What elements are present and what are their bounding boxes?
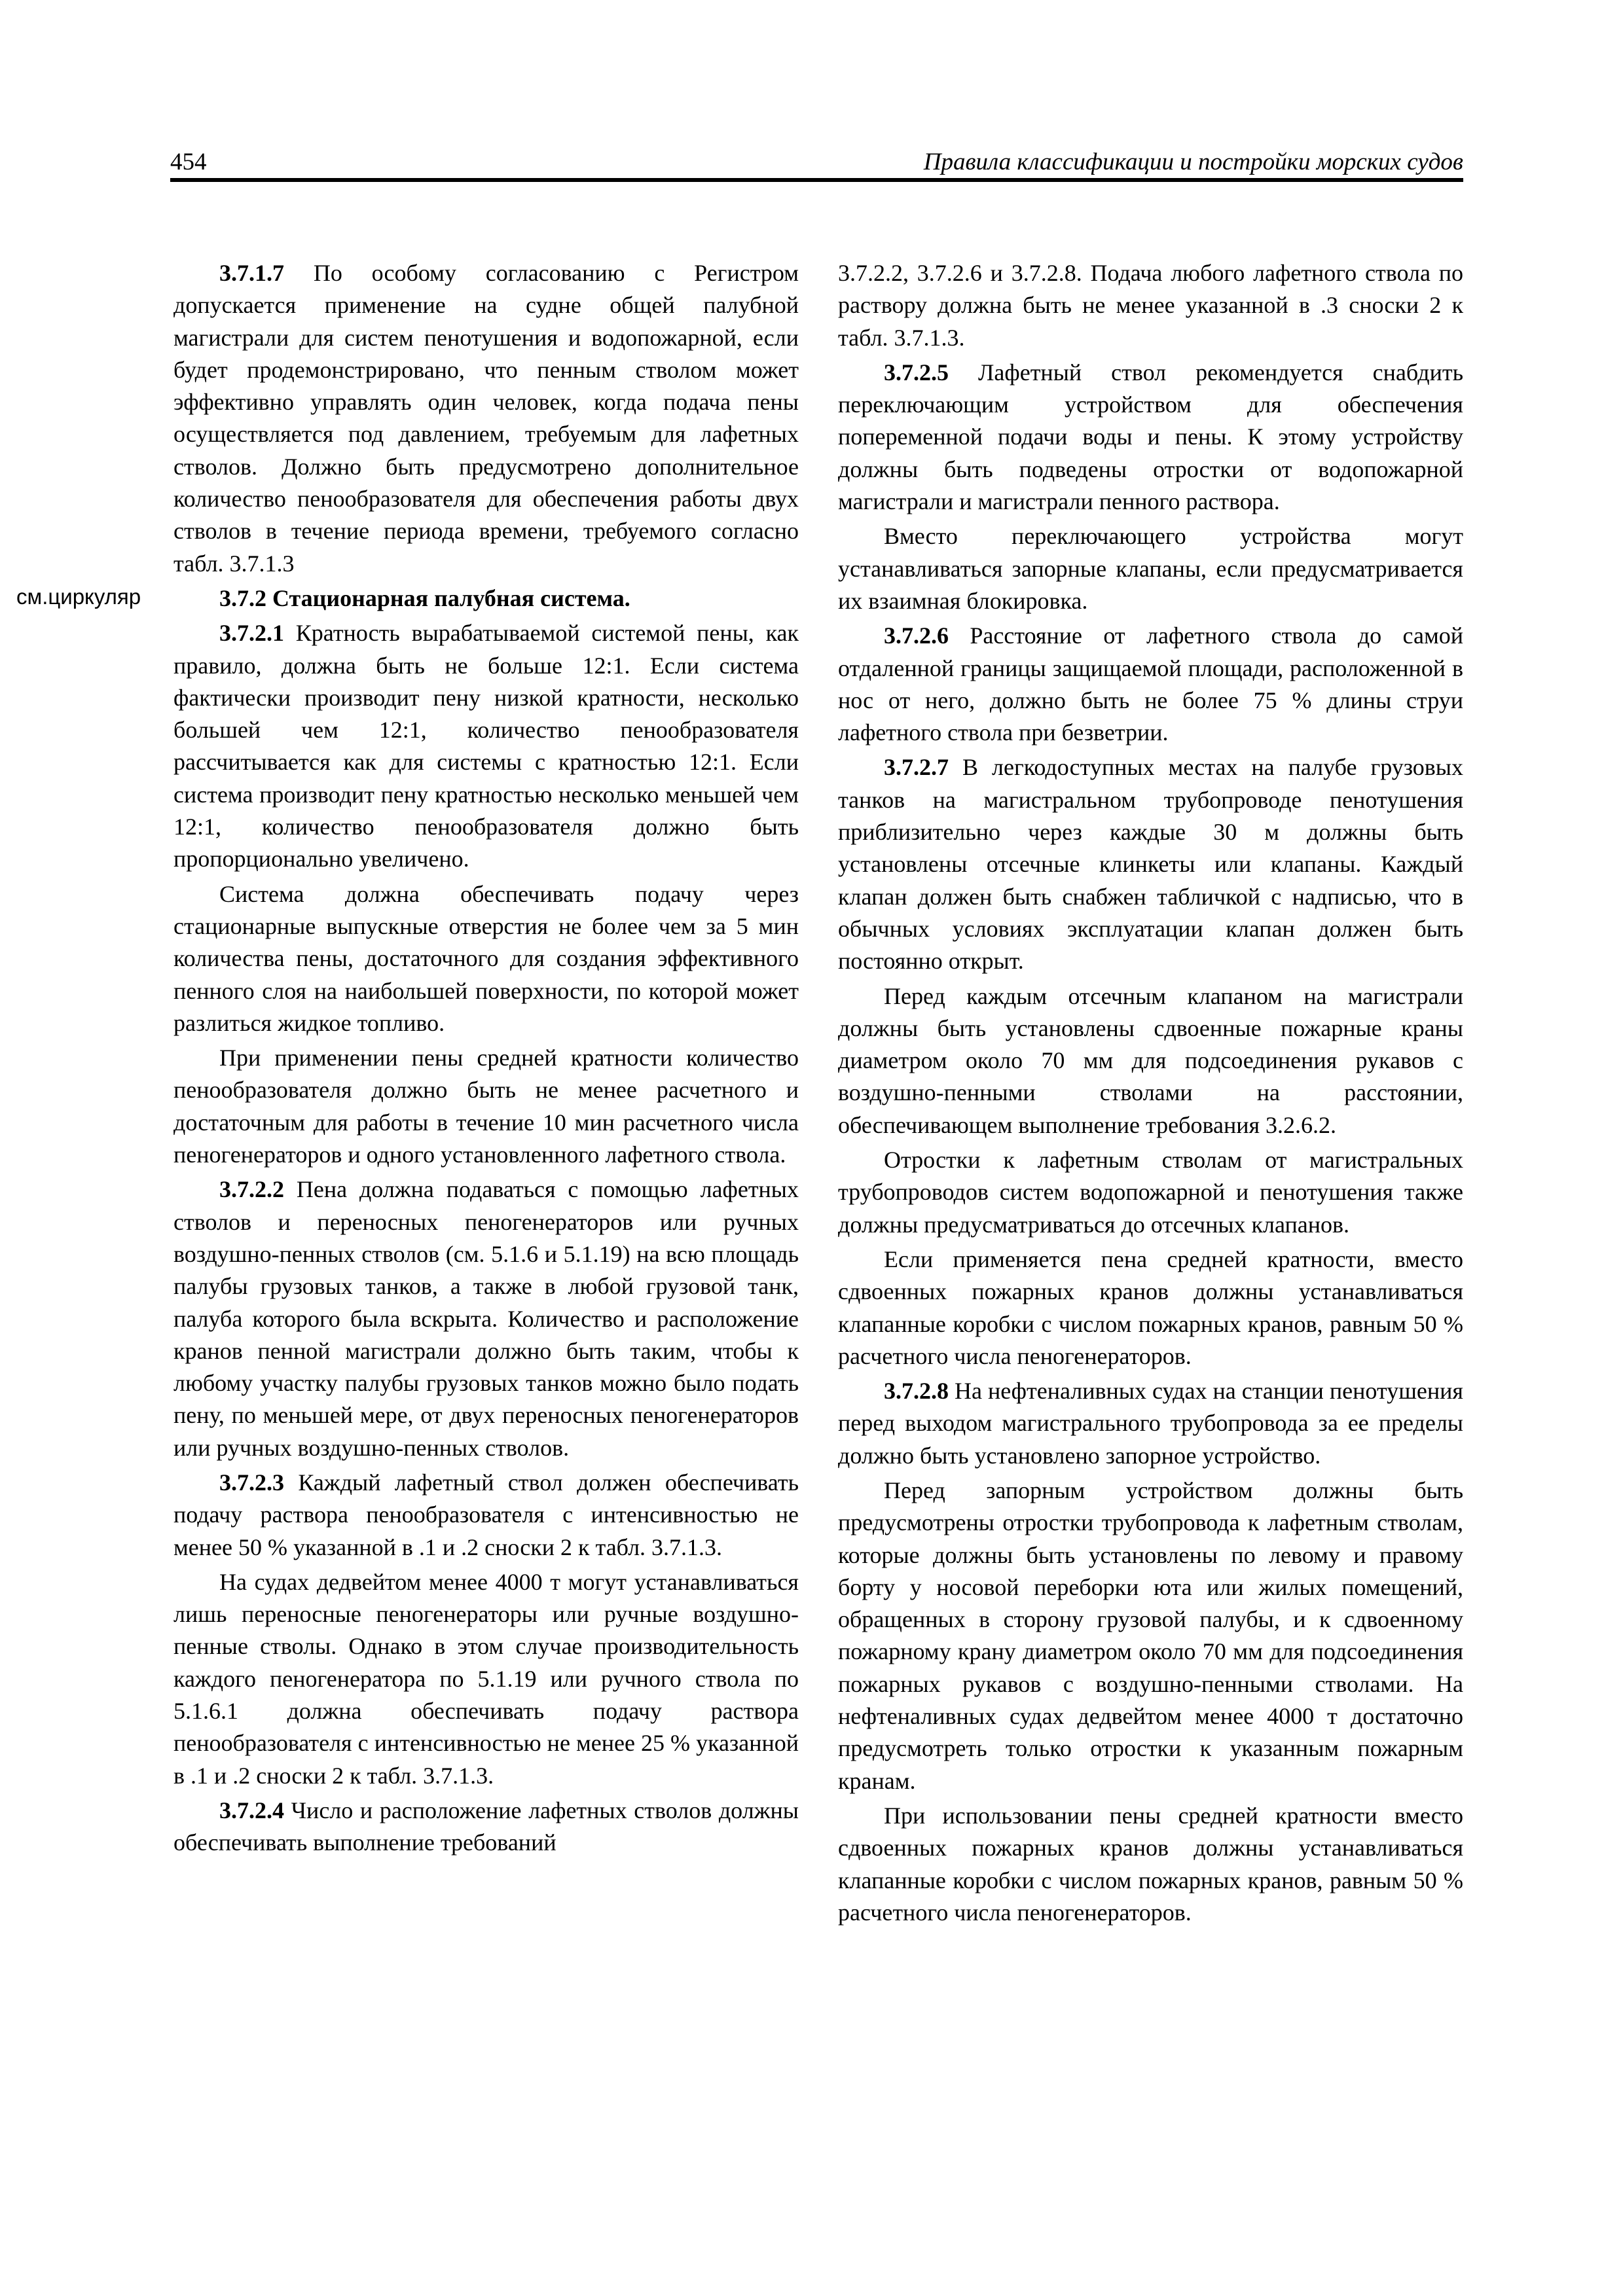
right-column: [838, 257, 1463, 1931]
paragraph-continued: 3.7.2.2, 3.7.2.6 и 3.7.2.8. Подача любого лафетного ствола по раствору должна быть не менее указанной в .3 сноски 2 к табл. 3.7.1.3.: [838, 260, 1463, 351]
paragraph: При использовании пены средней кратности вместо сдвоенных пожарных кранов должны устанавливаться клапанные коробки с числом пожарных кранов, равным 50 % расчетного числа пеногенераторов.: [838, 1802, 1463, 1926]
running-title: Правила классификации и постройки морских судов: [923, 149, 1463, 175]
paragraph-3-7-2-2: 3.7.2.2 Пена должна подаваться с помощью лафетных стволов и переносных пеногенераторов или ручных воздушно-пенных стволов (см. 5.1.6 и 5.1.19) на всю площадь палубы грузовых танков, а также в любой грузовой танк, палуба которого была вскрыта. Количество и расположение кранов пенной магистрали должно быть таким, чтобы к любому участку палубы грузовых танков можно было подать пену, по меньшей мере, от двух переносных пеногенераторов или ручных воздушно-пенных стволов.: [173, 1176, 799, 1461]
paragraph: Перед каждым отсечным клапаном на магистрали должны быть установлены сдвоенные пожарные краны диаметром около 70 мм для подсоединения рукавов с воздушно-пенными стволами на расстоянии, обеспечивающем выполнение требования 3.2.6.2.: [838, 982, 1463, 1138]
paragraph: На судах дедвейтом менее 4000 т могут устанавливаться лишь переносные пеногенераторы или ручные воздушно-пенные стволы. Однако в этом случае производительность каждого пеногенератора по 5.1.19 или ручного ствола по 5.1.6.1 должна обеспечивать подачу раствора пенообразователя с интенсивностью не менее 25 % указанной в .1 и .2 сноски 2 к табл. 3.7.1.3.: [173, 1568, 799, 1789]
paragraph: Отростки к лафетным стволам от магистральных трубопроводов систем водопожарной и пенотушения также должны предусматриваться до отсечных клапанов.: [838, 1147, 1463, 1238]
paragraph-3-7-2-7: 3.7.2.7 В легкодоступных местах на палубе грузовых танков на магистральном трубопроводе пенотушения приблизительно через каждые 30 м должны быть установлены отсечные клинкеты или клапаны. Каждый клапан должен быть снабжен табличкой с надписью, что в обычных условиях эксплуатации клапан должен быть постоянно открыт.: [838, 754, 1463, 975]
paragraph: Система должна обеспечивать подачу через стационарные выпускные отверстия не более чем за 5 мин количества пены, достаточного для создания эффективного пенного слоя на наибольшей поверхности, по которой может разлиться жидкое топливо.: [173, 880, 799, 1036]
paragraph-3-7-2-6: 3.7.2.6 Расстояние от лафетного ствола до самой отдаленной границы защищаемой площади, расположенной в нос от него, должно быть не более 75 % длины струи лафетного ствола при безветрии.: [838, 622, 1463, 746]
section-heading-3-7-2: 3.7.2 Стационарная палубная система.: [219, 584, 630, 611]
paragraph-3-7-2-1: 3.7.2.1 Кратность вырабатываемой системой пены, как правило, должна быть не больше 12:1. Если система фактически производит пену низкой кратности, несколько большей чем 12:1, количество пенообразователя рассчитывается как для системы с кратностью 12:1. Если система производит пену кратностью несколько меньшей чем 12:1, количество пенообразователя должно быть пропорционально увеличено.: [173, 620, 799, 872]
margin-note: см.циркуляр: [16, 584, 141, 609]
paragraph: Если применяется пена средней кратности, вместо сдвоенных пожарных кранов должны устанавливаться клапанные коробки с числом пожарных кранов, равным 50 % расчетного числа пеногенераторов.: [838, 1246, 1463, 1369]
paragraph: Перед запорным устройством должны быть предусмотрены отростки трубопровода к лафетным стволам, которые должны быть установлены по левому и правому борту у носовой переборки юта или жилых помещений, обращенных в сторону грузовой палубы, и к сдвоенному пожарному крану диаметром около 70 мм для подсоединения пожарных рукавов с воздушно-пенными стволами. На нефтеналивных судах дедвейтом менее 4000 т достаточно предусмотреть только отростки к указанным пожарным кранам.: [838, 1477, 1463, 1794]
paragraph: Вместо переключающего устройства могут устанавливаться запорные клапаны, если предусматривается их взаимная блокировка.: [838, 523, 1463, 614]
paragraph-3-7-2-8: 3.7.2.8 На нефтеналивных судах на станции пенотушения перед выходом магистрального трубопровода за ее пределы должно быть установлено запорное устройство.: [838, 1378, 1463, 1469]
page-header: [170, 143, 1463, 182]
paragraph-3-7-2-4: 3.7.2.4 Число и расположение лафетных стволов должны обеспечивать выполнение требований: [173, 1797, 799, 1856]
page-number: 454: [170, 149, 207, 175]
paragraph-3-7-2-3: 3.7.2.3 Каждый лафетный ствол должен обеспечивать подачу раствора пенообразователя с интенсивностью не менее 50 % указанной в .1 и .2 сноски 2 к табл. 3.7.1.3.: [173, 1469, 799, 1560]
paragraph-3-7-2-5: 3.7.2.5 Лафетный ствол рекомендуется снабдить переключающим устройством для обеспечения попеременной подачи воды и пены. К этому устройству должны быть подведены отростки от водопожарной магистрали и магистрали пенного раствора.: [838, 359, 1463, 515]
paragraph: При применении пены средней кратности количество пенообразователя должно быть не менее расчетного и достаточным для работы в течение 10 мин расчетного числа пеногенераторов и одного установленного лафетного ствола.: [173, 1045, 799, 1168]
paragraph-3-7-1-7: 3.7.1.7 По особому согласованию с Регистром допускается применение на судне общей палубной магистрали для систем пенотушения и водопожарной, если будет продемонстрировано, что пенным стволом может эффективно управлять один человек, когда подача пены осуществляется под давлением, требуемым для лафетных стволов. Должно быть предусмотрено дополнительное количество пенообразователя для обеспечения работы двух стволов в течение периода времени, требуемого согласно табл. 3.7.1.3: [173, 260, 799, 577]
left-column: [173, 257, 799, 1862]
